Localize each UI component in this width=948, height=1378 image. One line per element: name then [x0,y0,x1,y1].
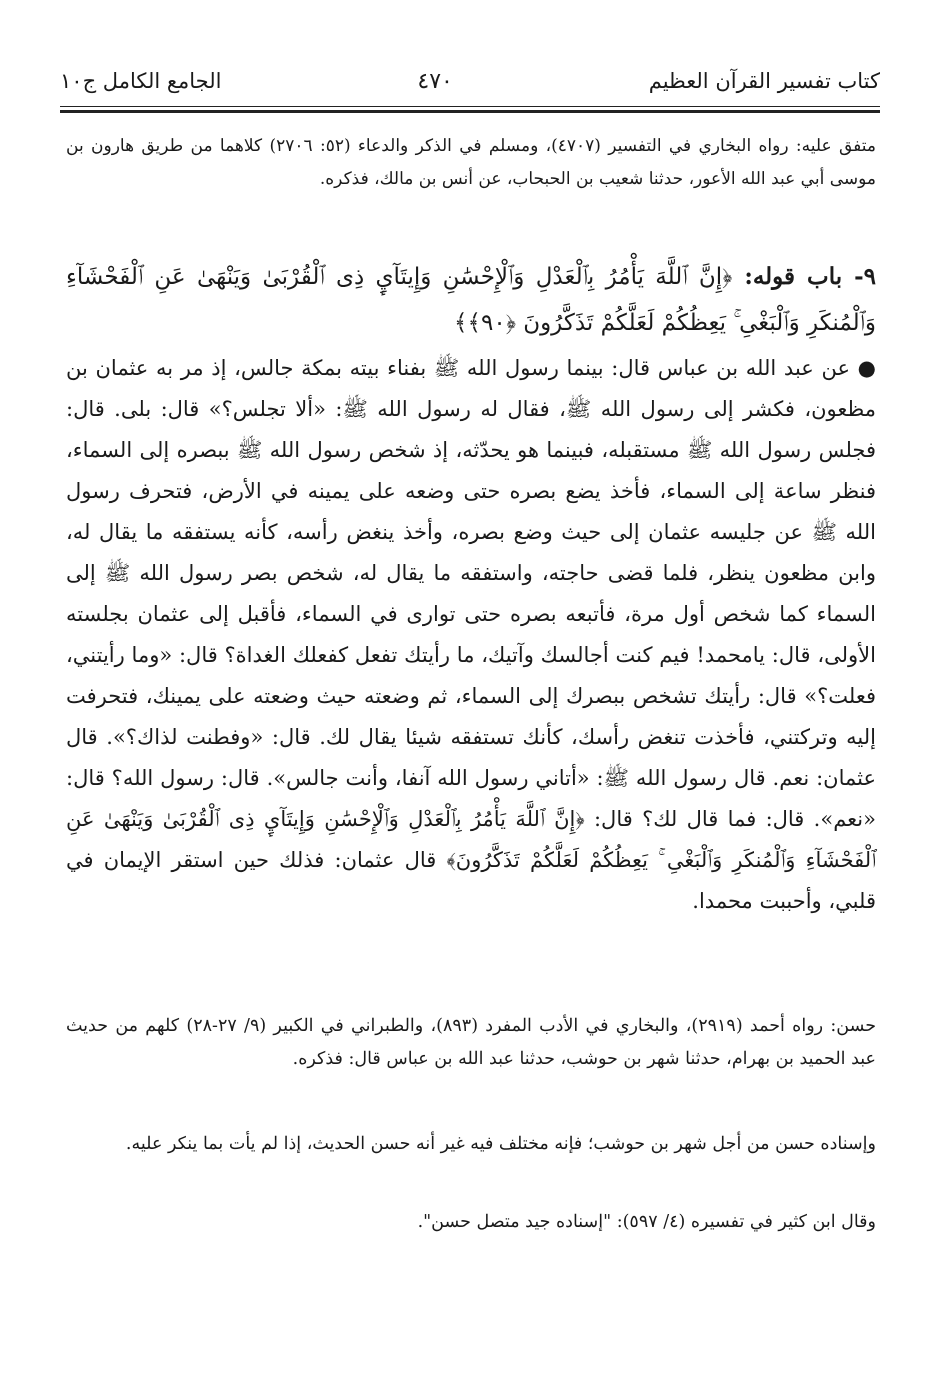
book-title: كتاب تفسير القرآن العظيم [648,69,880,93]
page-number: ٤٧٠ [417,68,453,94]
isnad-note: وإسناده حسن من أجل شهر بن حوشب؛ فإنه مختلف فيه غير أنه حسن الحديث، إذا لم يأت بما ينكر عليه. [125,1134,876,1154]
volume-label: الجامع الكامل ج١٠ [60,69,222,93]
hadith-text: ● عن عبد الله بن عباس قال: بينما رسول الله ﷺ بفناء بيته بمكة جالس، إذ مر به عثمان بن مظعون، فكشر إلى رسول الله ﷺ، فقال له رسول الله ﷺ: «ألا تجلس؟» قال: بلى. قال: فجلس رسول الله ﷺ مستقبله، فبينما هو يحدّثه، إذ شخص رسول الله ﷺ ببصره إلى السماء، فنظر ساعة إلى السماء، فأخذ يضع بصره حتى وضعه على يمينه في الأرض، فتحرف رسول الله ﷺ عن جليسه عثمان إلى حيث وضع بصره، وأخذ ينغض رأسه، كأنه يستفقه ما يقال له، وابن مظعون ينظر، فلما قضى حاجته، واستفقه ما يقال له، شخص بصر رسول الله ﷺ إلى السماء كما شخص أول مرة، فأتبعه بصره حتى توارى في السماء، فأقبل إلى عثمان بجلسته الأولى، قال: يامحمد! فيم كنت أجالسك وآتيك، ما رأيتك تفعل كفعلك الغداة؟ قال: «وما رأيتني، فعلت؟» قال: رأيتك تشخص ببصرك إلى السماء، ثم وضعته حيث وضعته على يمينك، فتحرفت إليه وتركتني، فأخذت تنغض رأسك، كأنك تستفقه شيئا يقال لك. قال: «وفطنت لذاك؟». قال عثمان: نعم. قال رسول الله ﷺ: «أتاني رسول الله آنفا، وأنت جالس». قال: رسول الله؟ قال: «نعم». قال: فما قال لك؟ قال: ﴿إِنَّ ٱللَّهَ يَأْمُرُ بِٱلْعَدْلِ وَٱلْإِحْسَٰنِ وَإِيتَآيِٕ ذِى ٱلْقُرْبَىٰ وَيَنْهَىٰ عَنِ ٱلْفَحْشَآءِ وَٱلْمُنكَرِ وَٱلْبَغْىِ ۚ يَعِظُكُمْ لَعَلَّكُمْ تَذَكَّرُونَ﴾ قال عثمان: فذلك حين استقر الإيمان في قلبي، وأحببت محمدا. [66,356,876,913]
header-rule-thick [60,110,880,113]
chapter-heading [66,254,876,346]
header-rule-thin [60,106,880,107]
chapter-verse: ﴿إِنَّ ٱللَّهَ يَأْمُرُ بِٱلْعَدْلِ وَٱلْإِحْسَٰنِ وَإِيتَآيِٕ ذِى ٱلْقُرْبَىٰ وَيَنْهَىٰ عَنِ ٱلْفَحْشَآءِ وَٱلْمُنكَرِ وَٱلْبَغْىِ ۚ يَعِظُكُمْ لَعَلَّكُمْ تَذَكَّرُونَ ﴿٩٠﴾﴾ [66,264,876,336]
chapter-label: ٩- باب قوله: [744,263,877,290]
source-note-bottom: حسن: رواه أحمد (٢٩١٩)، والبخاري في الأدب المفرد (٨٩٣)، والطبراني في الكبير (٩/ ٢٧-٢٨) كلهم من حديث عبد الحميد بن بهرام، حدثنا شهر بن حوشب، حدثنا عبد الله بن عباس قال: فذكره. [66,1016,877,1069]
source-note-top: متفق عليه: رواه البخاري في التفسير (٤٧٠٧)، ومسلم في الذكر والدعاء (٥٢: ٢٧٠٦) كلاهما من طريق هارون بن موسى أبي عبد الله الأعور، حدثنا شعيب بن الحبحاب، عن أنس بن مالك، فذكره. [66,136,876,189]
ibn-kathir-note: وقال ابن كثير في تفسيره (٤/ ٥٩٧): "إسناده جيد متصل حسن". [417,1212,876,1232]
page-header [60,58,880,104]
